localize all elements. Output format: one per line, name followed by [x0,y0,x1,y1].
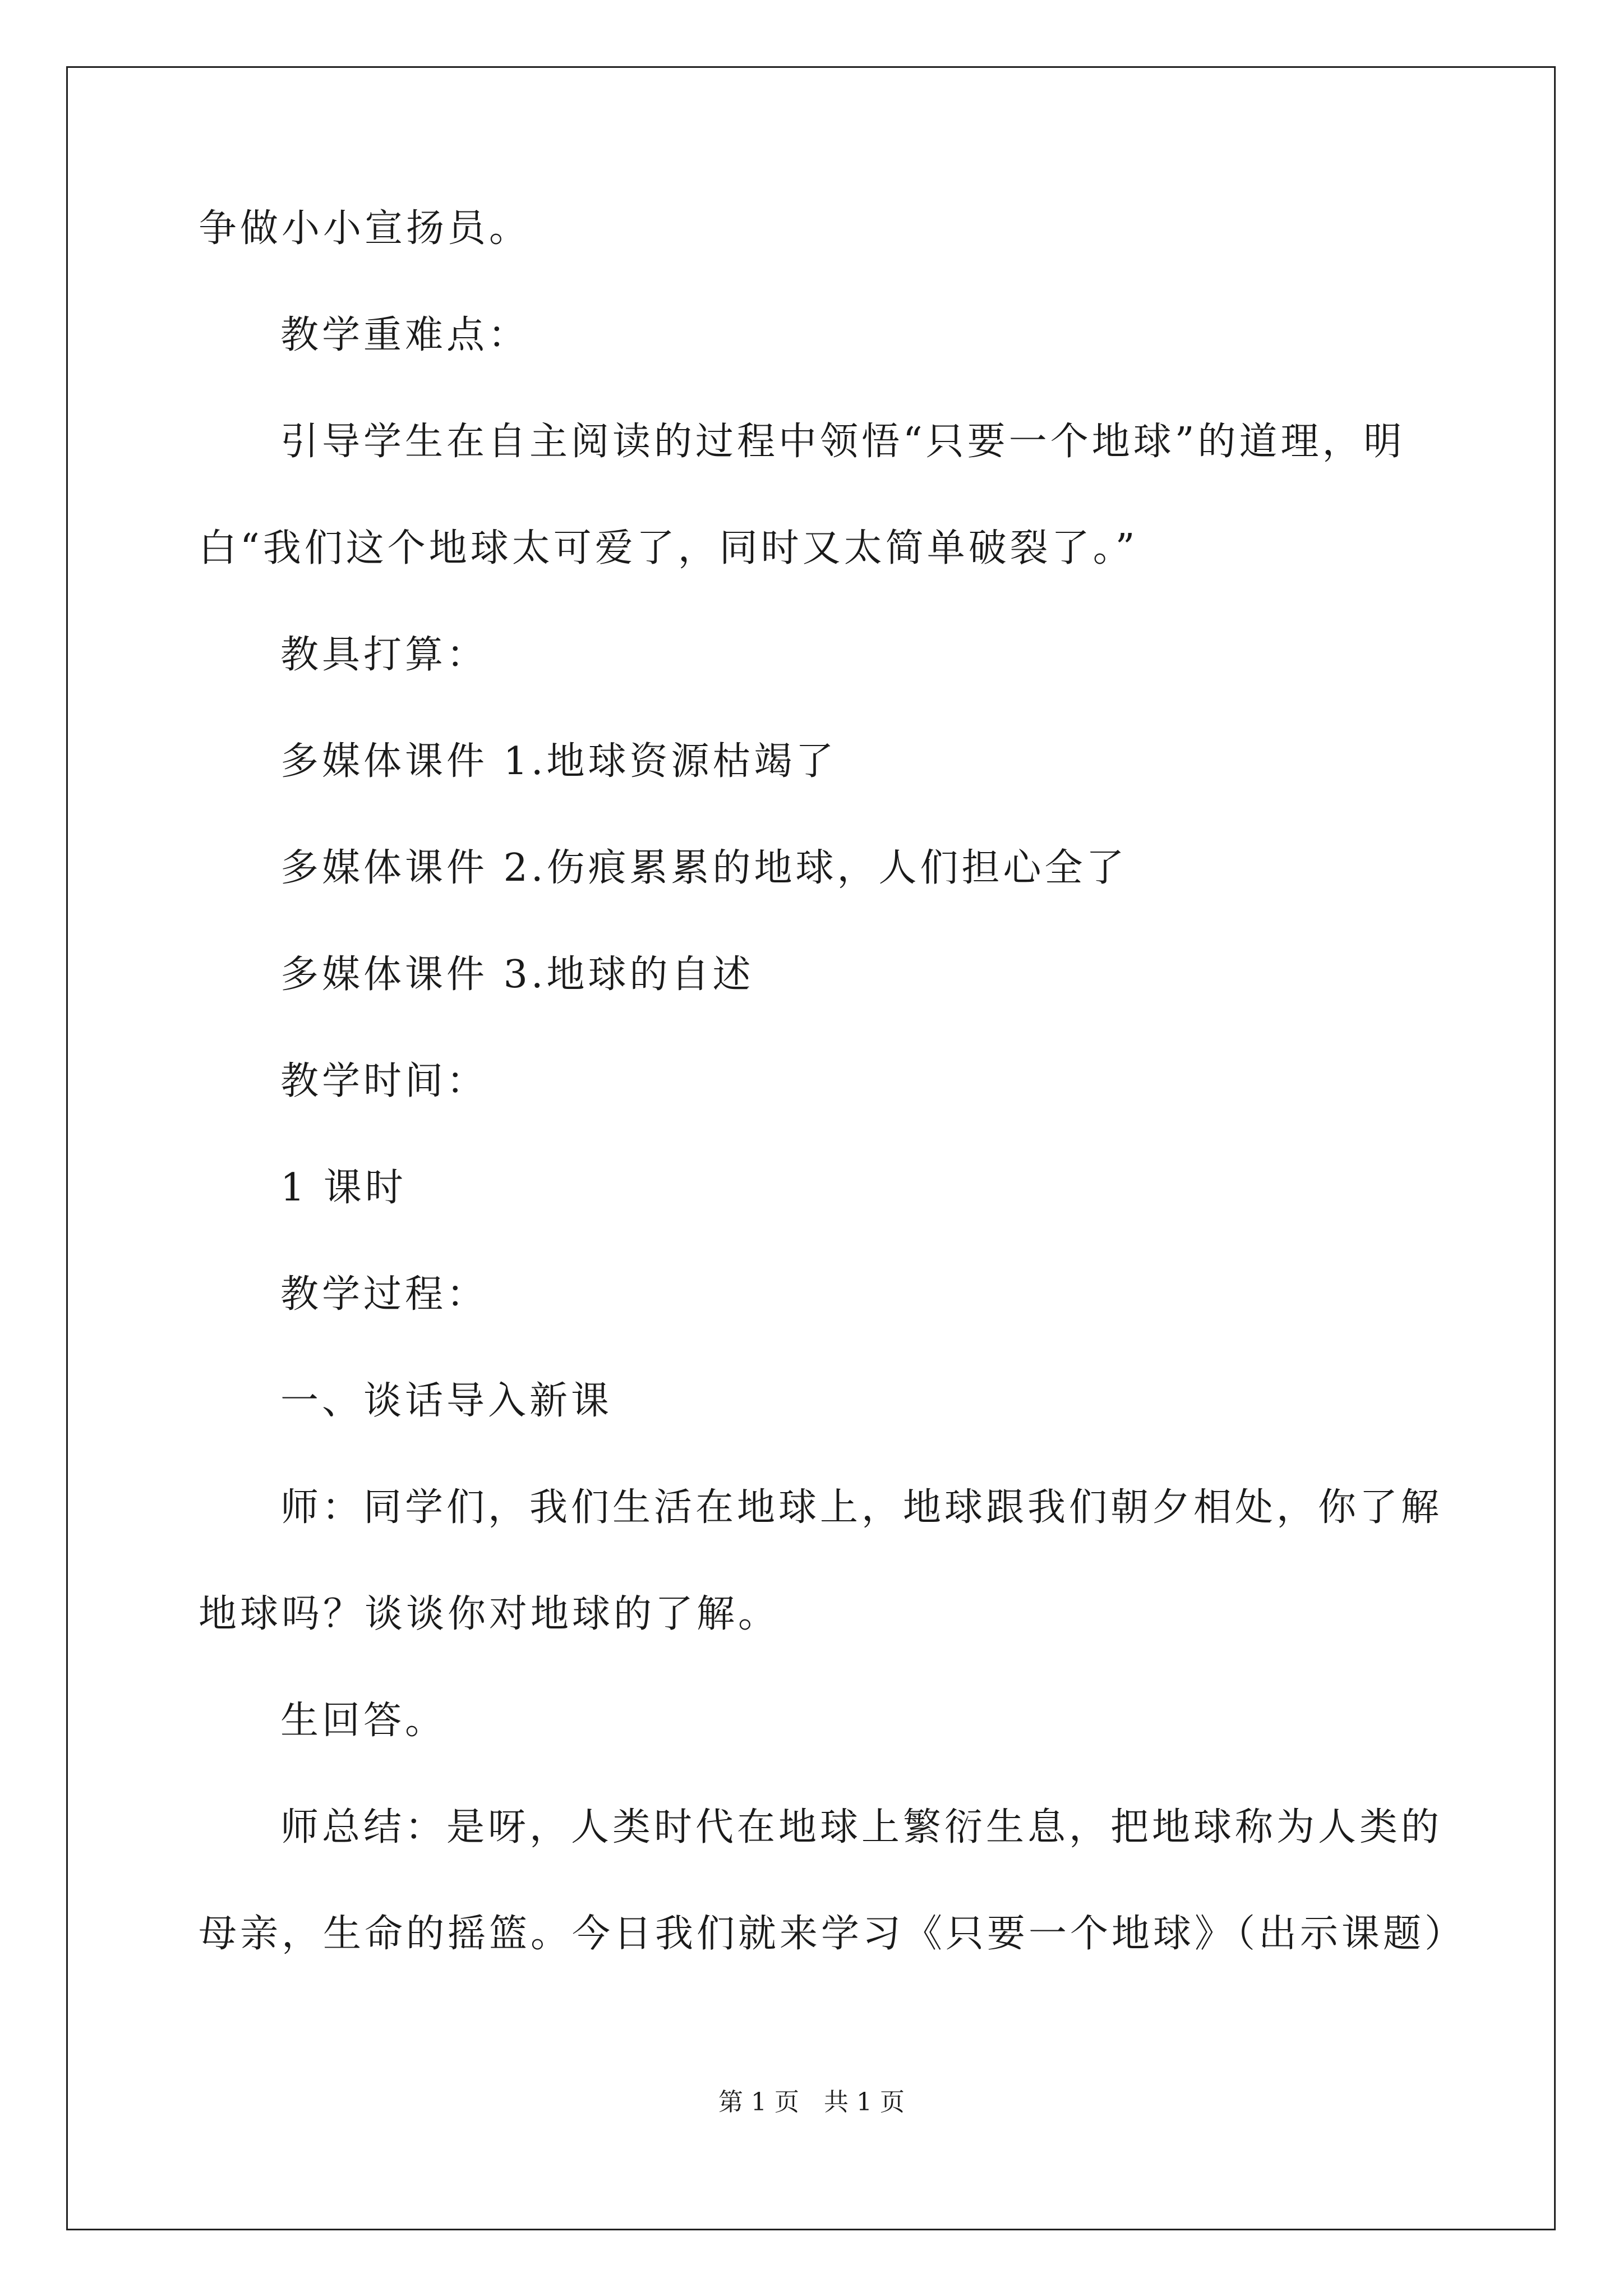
paragraph-line: 生回答。 [280,1699,447,1743]
heading-teaching-process: 教学过程： [280,1272,488,1317]
paragraph-line: 白“我们这个地球太可爱了，同时又太简单破裂了。” [199,526,1138,570]
paragraph-line: 1 课时 [280,1166,407,1210]
paragraph-line: 母亲，生命的摇篮。今日我们就来学习《只要一个地球》（出示课题） [199,1912,1467,1956]
section-heading: 一、谈话导入新课 [280,1379,613,1423]
list-item: 多媒体课件 1.地球资源枯竭了 [280,739,837,784]
paragraph-line: 争做小小宣扬员。 [199,206,531,251]
paragraph-line: 地球吗？谈谈你对地球的了解。 [199,1592,780,1636]
page-border [66,66,1556,2230]
heading-teaching-aids: 教具打算： [280,633,488,677]
list-item: 多媒体课件 3.地球的自述 [280,953,754,997]
paragraph-line: 师：同学们，我们生活在地球上，地球跟我们朝夕相处，你了解 [280,1485,1443,1530]
page-footer: 第 1 页 共 1 页 [718,2088,905,2116]
heading-teaching-difficulties: 教学重难点： [280,313,530,357]
list-item: 多媒体课件 2.伤痕累累的地球，人们担心全了 [280,846,1128,890]
paragraph-line: 师总结：是呀，人类时代在地球上繁衍生息，把地球称为人类的 [280,1805,1443,1849]
paragraph-line: 引导学生在自主阅读的过程中领悟“只要一个地球”的道理，明 [280,420,1405,464]
heading-teaching-time: 教学时间： [280,1059,488,1103]
